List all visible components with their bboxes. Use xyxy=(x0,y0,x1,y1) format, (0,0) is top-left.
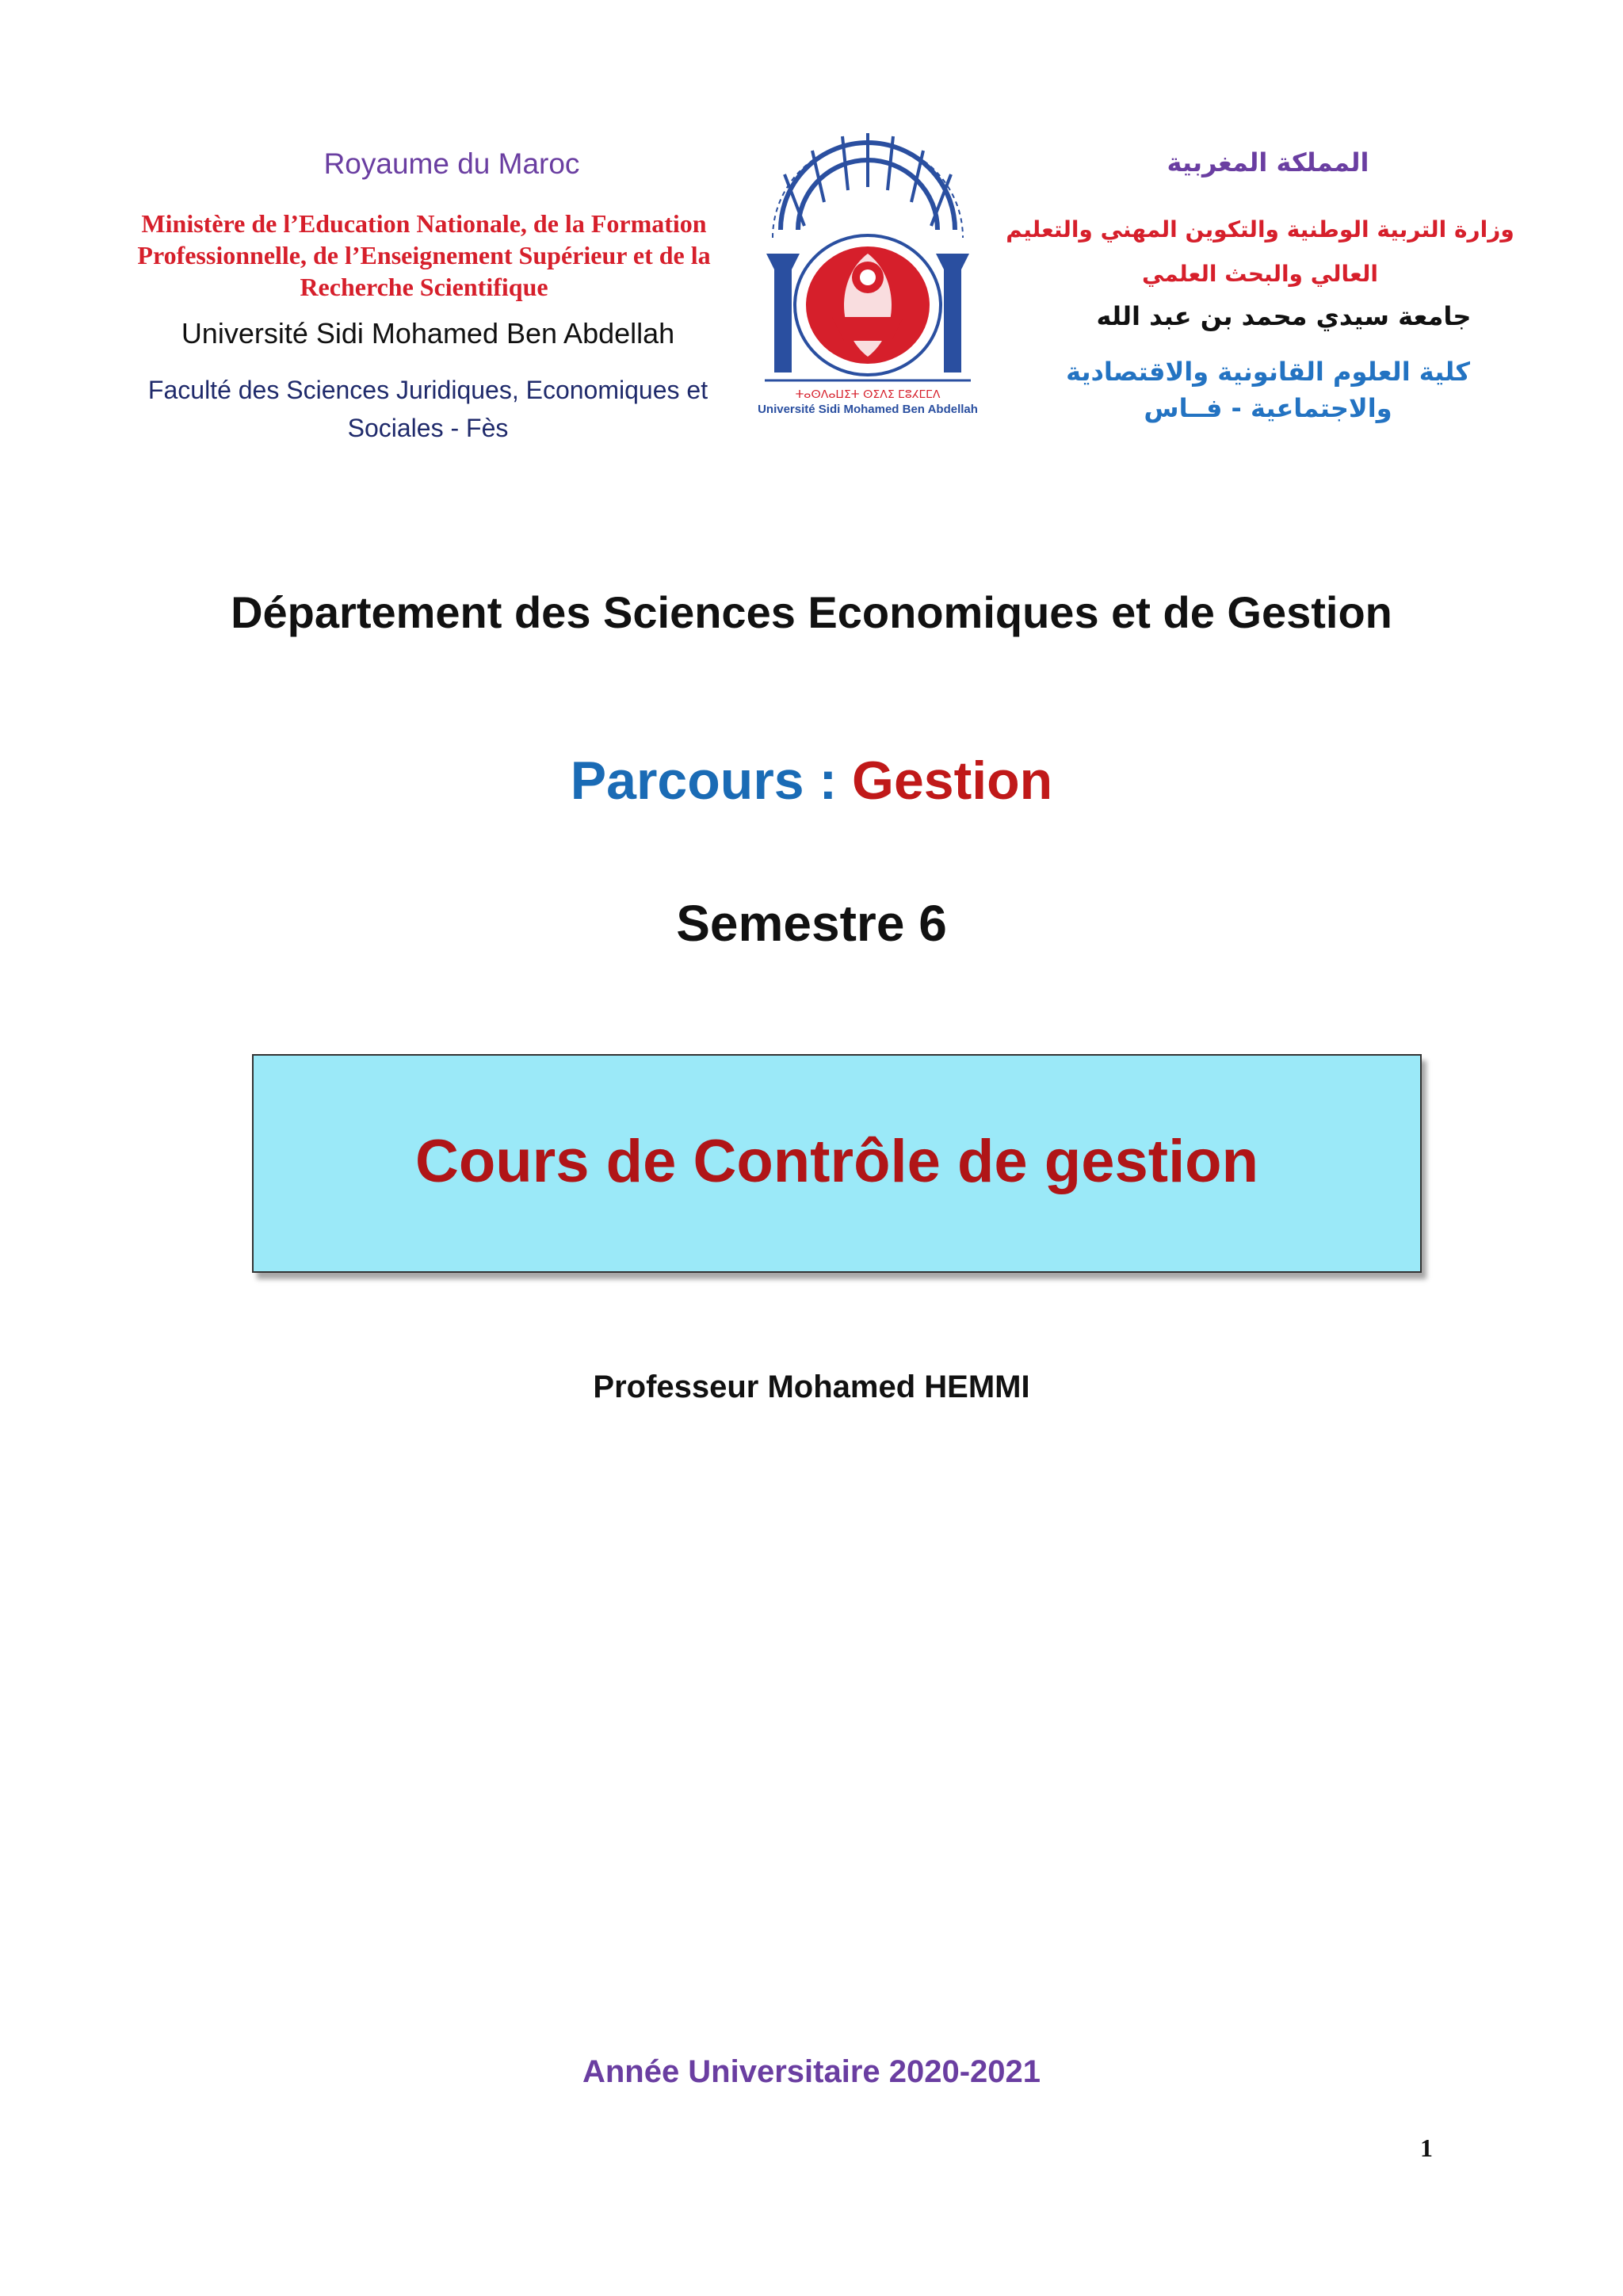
header-fr-university: Université Sidi Mohamed Ben Abdellah xyxy=(181,317,675,350)
header-ar-university: جامعة سيدي محمد بن عبد الله xyxy=(1096,301,1472,331)
course-title-box xyxy=(252,1054,1422,1273)
header-ar-faculty: كلية العلوم القانونية والاقتصادية والاجتماعية - فــاس xyxy=(1066,357,1470,423)
parcours-label: Parcours : xyxy=(570,751,853,811)
header-fr-faculty: Faculté des Sciences Juridiques, Economiques et Sociales - Fès xyxy=(147,376,708,442)
department-title: Département des Sciences Economiques et de Gestion xyxy=(231,587,1392,637)
header-ar-ministry: وزارة التربية الوطنية والتكوين المهني والتعليم العالي والبحث العلمي xyxy=(1006,216,1514,287)
parcours-value: Gestion xyxy=(852,751,1053,811)
svg-text:ⵜⴰⵙⴷⴰⵡⵉⵜ ⵙⵉⴷⵉ ⵎⵓⵃⵎⵎⴷ: ⵜⴰⵙⴷⴰⵡⵉⵜ ⵙⵉⴷⵉ ⵎⵓⵃⵎⵎⴷ xyxy=(795,388,941,401)
header-ar-kingdom: المملكة المغربية xyxy=(1167,147,1369,178)
semester-title: Semestre 6 xyxy=(676,895,947,952)
header-fr-ministry: Ministère de l’Education Nationale, de la Formation Professionnelle, de l’Enseignement Supérieur et de la Recherche Scientifique xyxy=(137,209,711,301)
page-number: 1 xyxy=(1420,2134,1433,2162)
course-title: Cours de Contrôle de gestion xyxy=(414,1128,1259,1195)
academic-year: Année Universitaire 2020-2021 xyxy=(582,2054,1041,2089)
university-seal-icon xyxy=(749,119,987,428)
university-logo xyxy=(749,119,987,428)
header-fr-kingdom: Royaume du Maroc xyxy=(323,147,580,180)
parcours-line xyxy=(0,750,1623,812)
logo-caption: Université Sidi Mohamed Ben Abdellah xyxy=(758,403,978,416)
professor-name: Professeur Mohamed HEMMI xyxy=(593,1370,1030,1404)
